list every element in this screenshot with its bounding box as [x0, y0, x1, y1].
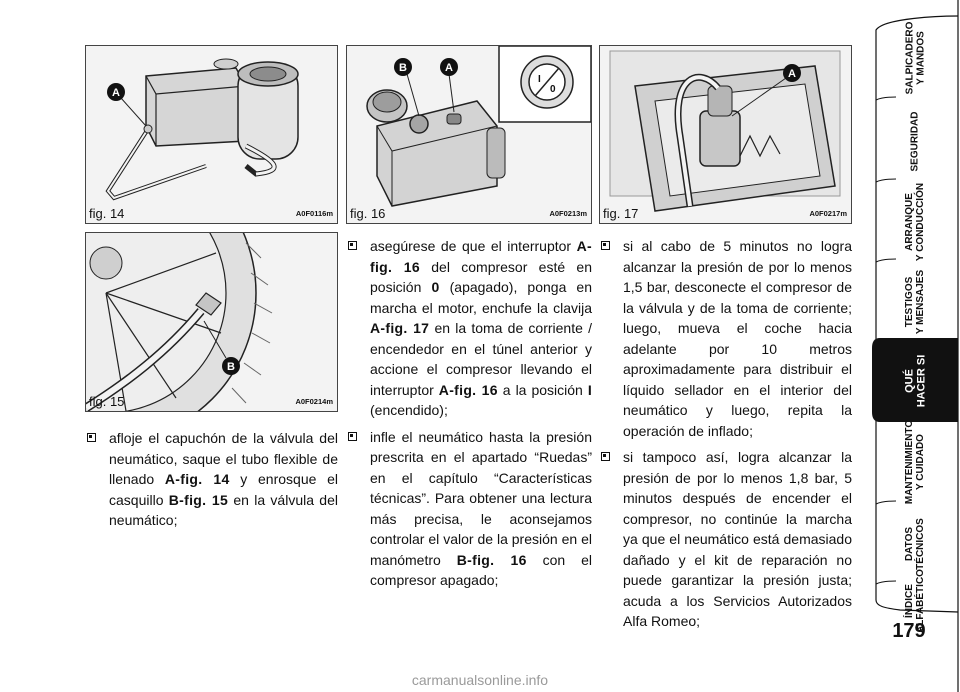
callout-b: B — [227, 361, 235, 373]
callout-b: B — [399, 62, 407, 74]
checkbox-bullet-icon — [348, 432, 357, 441]
instruction-paragraph: si tampoco así, logra alcanzar la presión de por lo menos 1,8 bar, 5 minutos después de encender el compresor, no continúe la marcha ya que el neumático está demasiado dañado y el kit de reparación no puede garantizar la presión justa; acuda a los Servicios Autorizados Alfa Romeo; — [599, 447, 852, 632]
callout-a: A — [112, 87, 120, 99]
instruction-paragraph: afloje el capuchón de la válvula del neumático, saque el tubo flexible de llenado A-fig. 14 y enrosque el casquillo B-fig. 15 en la válvula del neumático; — [85, 428, 338, 531]
figure-label: fig. 15 — [89, 394, 125, 409]
switch-mark-off: 0 — [550, 84, 556, 95]
chapter-tabs — [870, 0, 960, 692]
figure-reference: A-fig. 14 — [164, 471, 230, 487]
figure-14 — [85, 45, 338, 224]
figure-reference: A-fig. 16 — [438, 381, 498, 398]
figure-reference: B-fig. 15 — [168, 491, 229, 508]
instruction-paragraph: infle el neumático hasta la presión prescrita en el apartado “Ruedas” en el capítulo “Características técnicas”. Para obtener una lectura más precisa, le aconsejamos controlar el valor de la presión en el manómetro B-fig. 16 con el compresor apagado; — [346, 427, 592, 591]
text-column-1 — [85, 428, 338, 537]
position-reference: I — [587, 381, 593, 398]
text-column-3 — [599, 236, 852, 638]
power-socket-illustration — [600, 46, 851, 223]
figure-code: A0F0116m — [295, 209, 333, 218]
callout-a: A — [445, 62, 453, 74]
gauge-icon — [410, 115, 428, 133]
figure-reference: B-fig. 16 — [456, 551, 527, 568]
wheel-valve-illustration — [86, 233, 337, 411]
instruction-paragraph: si al cabo de 5 minutos no logra alcanzar la presión de por lo menos 1,5 bar, desconecte el compresor de la válvula y de la toma de corriente; luego, mueva el coche hacia adelante por 10 metros aproximadamente para distribuir el líquido sellador en el interior del neumático y luego, repita la operación de inflado; — [599, 236, 852, 441]
figure-15 — [85, 232, 338, 412]
tab-datos-tecnicos[interactable]: DATOS TÉCNICOS — [903, 518, 926, 570]
checkbox-bullet-icon — [348, 241, 357, 250]
checkbox-bullet-icon — [601, 241, 610, 250]
figure-code: A0F0213m — [549, 209, 587, 218]
figure-reference: A-fig. 16 — [370, 238, 592, 275]
page-number: 179 — [892, 620, 926, 642]
plug-icon — [700, 111, 740, 166]
checkbox-bullet-icon — [87, 433, 96, 442]
tab-que-hacer-si[interactable]: QUÉ HACER SI — [903, 354, 927, 408]
compressor-illustration — [86, 46, 337, 223]
figure-label: fig. 16 — [350, 206, 386, 221]
tab-arranque[interactable]: ARRANQUE Y CONDUCCIÓN — [904, 182, 926, 262]
figure-label: fig. 17 — [603, 206, 639, 221]
text-column-2 — [346, 236, 592, 597]
tab-testigos[interactable]: TESTIGOS Y MENSAJES — [903, 269, 926, 335]
callout-a: A — [788, 68, 796, 80]
compressor-switch-illustration — [347, 46, 591, 223]
checkbox-bullet-icon — [601, 452, 610, 461]
tab-seguridad[interactable]: SEGURIDAD — [909, 110, 921, 172]
figure-17 — [599, 45, 852, 224]
switch-mark-on: I — [538, 74, 541, 85]
switch-icon — [447, 114, 461, 124]
figure-code: A0F0214m — [295, 397, 333, 406]
tab-mantenimiento[interactable]: MANTENIMIENTO Y CUIDADO — [903, 419, 926, 505]
tab-salpicadero[interactable]: SALPICADERO Y MANDOS — [903, 21, 926, 95]
figure-reference: A-fig. 17 — [370, 320, 430, 336]
figure-16 — [346, 45, 592, 224]
instruction-paragraph: asegúrese de que el interruptor A-fig. 16 del compresor esté en posición 0 (apagado), ponga en marcha el motor, enchufe la clavija A-fig. 17 en la toma de corriente / encendedor en el túnel anterior y accione el compresor llevando el interruptor A-fig. 16 a la posición I (encendido); — [346, 236, 592, 421]
figure-label: fig. 14 — [89, 206, 125, 221]
position-reference: 0 — [431, 279, 440, 295]
watermark: carmanualsonline.info — [411, 672, 549, 688]
figure-code: A0F0217m — [809, 209, 847, 218]
tab-indice-alfabetico[interactable]: ÍNDICE ALFABÉTICO — [903, 569, 926, 633]
